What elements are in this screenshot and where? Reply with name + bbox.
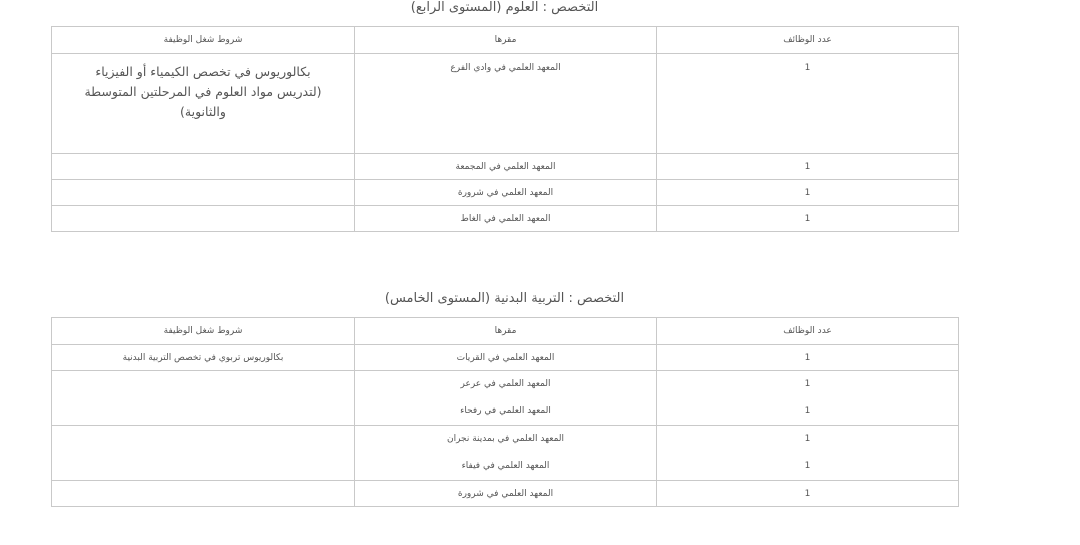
- table-row: [52, 481, 959, 507]
- job-location: المعهد العلمي في الغاط: [355, 206, 657, 232]
- header-conditions: شروط شغل الوظيفة: [52, 27, 355, 54]
- header-count: عدد الوظائف: [657, 318, 959, 345]
- job-count: [657, 371, 959, 426]
- table-row: [52, 371, 959, 426]
- job-count: 1: [657, 345, 959, 371]
- job-conditions: [52, 54, 355, 154]
- header-location: مقرها: [355, 318, 657, 345]
- table-row: [52, 180, 959, 206]
- job-conditions-text: بكالوريوس في تخصص الكيمياء أو الفيزياء (لتدريس مواد العلوم في المرحلتين المتوسطة والثانوية): [84, 64, 322, 119]
- job-count: 1: [657, 54, 959, 154]
- job-location-b: المعهد العلمي في فيفاء: [461, 461, 550, 471]
- physical-education-jobs-table: [51, 317, 959, 507]
- section-title-science: التخصص : العلوم (المستوى الرابع): [410, 0, 599, 15]
- table-row: [52, 345, 959, 371]
- job-count-a: 1: [804, 434, 811, 444]
- job-location: المعهد العلمي في القريات: [355, 345, 657, 371]
- job-location: [355, 371, 657, 426]
- job-count: 1: [657, 154, 959, 180]
- table-row: [52, 154, 959, 180]
- section-title-physical-education: التخصص : التربية البدنية (المستوى الخامس): [384, 291, 625, 306]
- table-header-row: [52, 318, 959, 345]
- table-row: [52, 206, 959, 232]
- job-count: 1: [657, 180, 959, 206]
- job-conditions: [52, 426, 355, 481]
- job-conditions: [52, 206, 355, 232]
- job-location: المعهد العلمي في المجمعة: [355, 154, 657, 180]
- job-conditions: [52, 180, 355, 206]
- header-location: مقرها: [355, 27, 657, 54]
- science-jobs-table: [51, 26, 959, 232]
- job-count-a: 1: [804, 379, 811, 389]
- job-location: المعهد العلمي في شرورة: [355, 180, 657, 206]
- job-location: المعهد العلمي في شرورة: [355, 481, 657, 507]
- table-row: [52, 426, 959, 481]
- job-conditions: [52, 371, 355, 426]
- job-location-a: المعهد العلمي في عرعر: [460, 379, 551, 389]
- job-count: 1: [657, 206, 959, 232]
- header-count: عدد الوظائف: [657, 27, 959, 54]
- job-conditions: بكالوريوس تربوي في تخصص التربية البدنية: [52, 345, 355, 371]
- job-count: 1: [657, 481, 959, 507]
- job-count: [657, 426, 959, 481]
- header-conditions: شروط شغل الوظيفة: [52, 318, 355, 345]
- job-count-b: 1: [804, 461, 811, 471]
- job-location-b: المعهد العلمي في رفحاء: [460, 406, 551, 416]
- table-row: [52, 54, 959, 154]
- job-conditions: [52, 481, 355, 507]
- job-location: [355, 426, 657, 481]
- job-location: المعهد العلمي في وادي الفرع: [355, 54, 657, 154]
- job-count-b: 1: [804, 406, 811, 416]
- job-location-a: المعهد العلمي في بمدينة نجران: [446, 434, 565, 444]
- table-header-row: [52, 27, 959, 54]
- job-conditions: [52, 154, 355, 180]
